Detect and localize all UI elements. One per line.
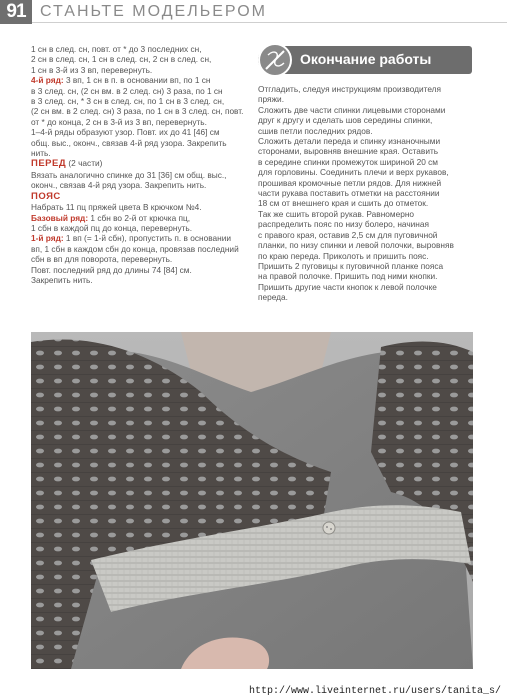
text-line: в середине спинки промежуток шириной 20 см (258, 156, 438, 167)
text-line: с правого края, оставив 2,5 см для пуговичной (258, 229, 438, 240)
section-title: СТАНЬТЕ МОДЕЛЬЕРОМ (40, 3, 267, 20)
text-line: для горловины. Соединить плечи и верх рукавов, (258, 167, 449, 178)
text-line: 3 вп, 1 сн в п. в основании вп, по 1 сн (65, 75, 211, 86)
finish-heading-bar (258, 46, 472, 74)
text-line: Сложить две части спинки лицевыми сторонами (258, 104, 446, 115)
text-line: Отгладить, следуя инструкциям производителя (258, 84, 441, 94)
text-line: Закрепить нить. (31, 274, 93, 285)
belt-heading: ПОЯС (31, 190, 61, 202)
text-line: в 3 след. сн, * 3 сн в след. сн, по 1 сн в 3 след. сн, (31, 96, 225, 107)
text-line: Сложить детали переда и спинку изнаночными (258, 136, 441, 147)
text-line: 1–4-й ряды образуют узор. Повт. их до 41 [46] см (31, 127, 220, 138)
text-line: оконч., связав 4-й ряд узора. Закрепить нить. (31, 180, 207, 191)
text-line: на правой полочке. Пришить под ними кнопки. (258, 271, 438, 282)
text-line: друг к другу и сделать шов середины спинки, (258, 115, 433, 126)
text-line: переда. (258, 292, 288, 303)
row1-label: 1-й ряд: (31, 233, 64, 244)
text-line: Набрать 11 пц пряжей цвета B крючком №4. (31, 202, 202, 213)
footer-url: http://www.liveinternet.ru/users/tanita_s/ (248, 686, 501, 697)
text-line: Пришить 2 пуговицы к пуговичной планке пояса (258, 260, 444, 271)
page-number: 91 (0, 0, 32, 24)
row4-label: 4-й ряд: (31, 75, 64, 86)
text-line: общ. выс., оконч., связав 4-й ряд узора. Закрепить нить. (31, 137, 227, 159)
text-line: планки, по низу спинки и левой полочки, выровняв (258, 240, 454, 251)
text-line: Повт. последний ряд до длины 74 [84] см. (31, 264, 192, 275)
text-line: прошивая кромочные петли рядов. Для нижней (258, 177, 442, 188)
needle-icon (258, 43, 292, 77)
text-line: (2 сн вм. в 2 след. сн) 3 раза, по 1 сн в 3 след. сн, повт. (31, 106, 244, 117)
bolero-photo (31, 332, 473, 669)
text-line: от * до конца, 2 сн в 3-й из 3 вп, перевернуть. (31, 116, 207, 127)
text-line: Так же сшить второй рукав. Равномерно (258, 208, 415, 219)
text-line: Вязать аналогично спинке до 31 [36] см общ. выс., (31, 169, 227, 180)
text-line: 2 сн в след. сн, 1 сн в след. сн, 2 сн в след. сн, (31, 54, 212, 65)
text-line: сбн в вп для поворота, перевернуть. (31, 254, 173, 265)
text-line: распределить пояс по низу болеро, начиная (258, 219, 429, 230)
page-header (0, 0, 507, 24)
text-line: пряжи. (258, 94, 284, 105)
text-line: сшив петли последних рядов. (258, 125, 373, 136)
header-rule (32, 22, 507, 23)
text-line: сторонами, выровняв внешние края. Оставить (258, 146, 439, 157)
text-line: вп, 1 сбн в каждом сбн до конца, провязав последний (31, 243, 239, 254)
text-line: 18 см от внешнего края и сшить до отметок. (258, 198, 429, 209)
text-line: Пришить другие части кнопок к левой полочке (258, 281, 437, 292)
text-line: 1 сн в 3-й из 3 вп, перевернуть. (31, 64, 153, 75)
right-column (258, 84, 472, 303)
left-column (31, 44, 247, 285)
text-line: части рукава поставить отметки на расстоянии (258, 188, 440, 199)
front-heading: ПЕРЕД (31, 158, 67, 170)
text-line: 1 сн в след. сн, повт. от * до 3 последних сн, (31, 44, 202, 54)
front-parts: (2 части) (68, 158, 103, 169)
text-line: по краю переда. Приколоть и пришить пояс. (258, 250, 429, 261)
text-line: в 3 след. сн, (2 сн вм. в 2 след. сн) 3 раза, по 1 сн (31, 85, 223, 96)
finish-heading: Окончание работы (300, 51, 432, 67)
text-line: 1 сбн во 2-й от крючка пц, (88, 212, 191, 223)
base-row-label: Базовый ряд: (31, 212, 89, 223)
text-line: 1 сбн в каждой пц до конца, перевернуть. (31, 222, 193, 233)
text-line: 1 вп (= 1-й сбн), пропустить п. в основании (63, 233, 231, 244)
